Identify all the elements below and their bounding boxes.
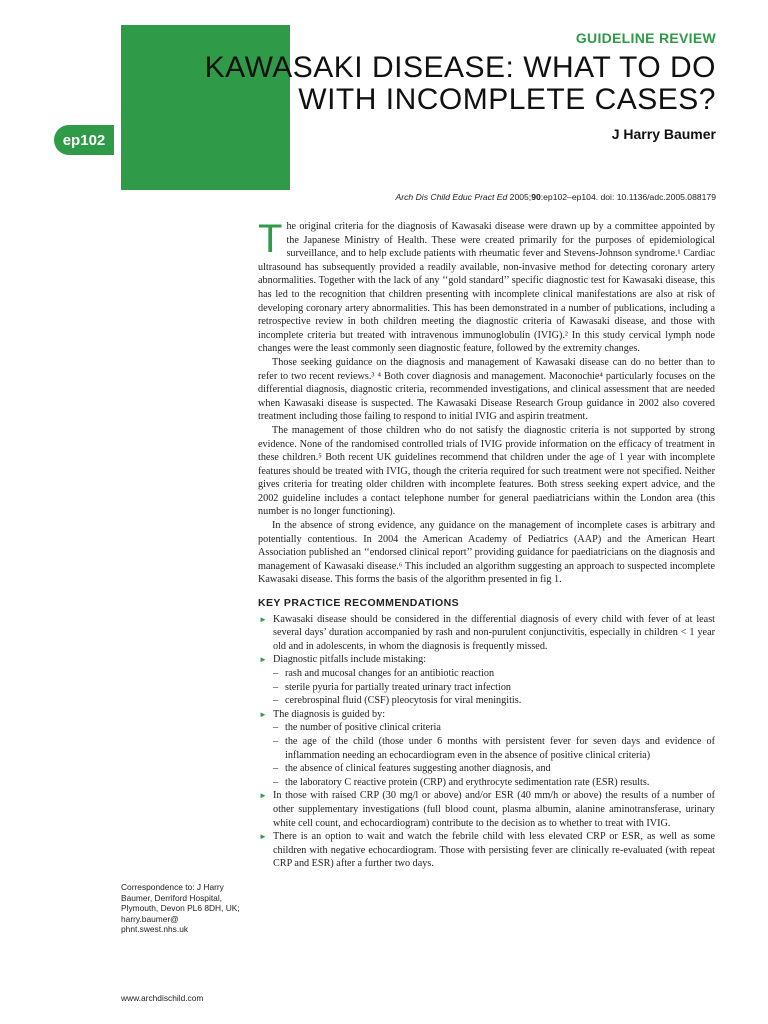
dash-bullet: – [273, 763, 279, 775]
sub-item [273, 667, 715, 681]
recommendation-text: The diagnosis is guided by: [273, 708, 386, 720]
title-line-1: KAWASAKI DISEASE: WHAT TO DO [204, 51, 716, 84]
sub-list [273, 721, 715, 789]
recommendation-item [258, 613, 715, 654]
article-title [205, 52, 716, 116]
dash-bullet: – [273, 722, 279, 734]
paragraph-1 [258, 217, 715, 356]
footer-url: www.archdischild.com [121, 993, 204, 1003]
sub-item-text: the absence of clinical features suggesting another diagnosis, and [285, 763, 551, 775]
article-body [258, 217, 715, 871]
dash-bullet: – [273, 695, 279, 707]
key-practice-list [258, 613, 715, 871]
page-number-badge: ep102 [54, 125, 114, 155]
sub-item [273, 694, 715, 708]
sub-list [273, 667, 715, 708]
triangle-bullet-icon: ► [259, 709, 267, 719]
citation-volume: 90 [531, 192, 541, 202]
citation-rest: :ep102–ep104. doi: 10.1136/adc.2005.088179 [540, 192, 716, 202]
sub-item-text: the age of the child (those under 6 months with persistent fever for seven days and evidence of inflammation needing an echocardiogram even in the absence of positive clinical criteria) [285, 735, 715, 761]
paragraph-1-text: he original criteria for the diagnosis of Kawasaki disease were drawn up by a committee appointed by the Japanese Ministry of Health. These were created primarily for the purposes of epidemiological surveillance, and to help exclude patients with rheumatic fever and Stevens-Johnson syndrome.¹ Cardiac ultrasound has subsequently provided a readily available, non-invasive method for detecting coronary artery abnormalities. Together with the lack of any ‘‘gold standard’’ specific diagnostic test for Kawasaki disease, this has led to the recognition that children presenting with incomplete clinical manifestations are also at risk of developing coronary artery abnormalities. This has been demonstrated in a number of publications, including a retrospective review in both children meeting the diagnostic criteria of Kawasaki disease, and those with incomplete criteria but treated with intravenous immunoglobulin (IVIG).² In this study cervical lymph node changes were the least commonly seen diagnostic feature, followed by the extremity changes. [258, 221, 715, 355]
sub-item-text: rash and mucosal changes for an antibiotic reaction [285, 668, 495, 679]
triangle-bullet-icon: ► [259, 832, 267, 842]
drop-cap: T [258, 217, 283, 261]
triangle-bullet-icon: ► [259, 655, 267, 665]
paragraph-2: Those seeking guidance on the diagnosis and management of Kawasaki disease can do no better than to refer to two recent reviews.³ ⁴ Both cover diagnosis and management. Maconochie⁴ particularly focuses on the differential diagnosis, diagnostic criteria, recommended investigations, and clinical assessment that are needed when Kawasaki disease is suspected. The Kawasaki Disease Research Group guidance in 2002 also covered treatment including those failing to respond to initial IVIG and aspirin treatment. [258, 356, 715, 423]
triangle-bullet-icon: ► [259, 791, 267, 801]
recommendation-item [258, 789, 715, 830]
citation [396, 192, 716, 202]
citation-journal: Arch Dis Child Educ Pract Ed [395, 192, 508, 202]
triangle-bullet-icon: ► [259, 614, 267, 624]
sub-item-text: cerebrospinal fluid (CSF) pleocytosis for viral meningitis. [285, 695, 522, 707]
correspondence-note: Correspondence to: J Harry Baumer, Derriford Hospital, Plymouth, Devon PL6 8DH, UK; harry.baumer@ phnt.swest.nhs.uk [121, 882, 240, 935]
sub-item-text: the laboratory C reactive protein (CRP) and erythrocyte sedimentation rate (ESR) results. [285, 776, 650, 788]
section-label: GUIDELINE REVIEW [575, 30, 716, 46]
dash-bullet: – [273, 735, 279, 747]
dash-bullet: – [273, 668, 279, 679]
recommendation-item [258, 708, 715, 790]
sub-item [273, 681, 715, 695]
sub-item [273, 735, 715, 762]
sub-item-text: sterile pyuria for partially treated urinary tract infection [285, 681, 512, 693]
dash-bullet: – [273, 776, 279, 788]
paragraph-4: In the absence of strong evidence, any guidance on the management of incomplete cases is arbitrary and potentially contentious. In 2004 the American Academy of Pediatrics (AAP) and the American Heart Association published an ‘‘endorsed clinical report’’ providing guidance for paediatricians on the diagnosis and management of Kawasaki disease.⁶ This included an algorithm suggesting an approach to suspected incomplete Kawasaki disease. This forms the basis of the algorithm presented in fig 1. [258, 520, 715, 586]
recommendation-text: Kawasaki disease should be considered in the differential diagnosis of every child with fever of at least several days’ duration accompanied by rash and non-purulent conjunctivitis, especially in children < 1 year old and in adolescents, in whom the diagnosis is frequently missed. [273, 613, 715, 652]
citation-year: 2005; [507, 192, 532, 202]
sub-item [273, 721, 715, 735]
dash-bullet: – [273, 681, 279, 693]
recommendation-text: There is an option to wait and watch the febrile child with less elevated CRP or ESR, as well as some children with negative echocardiogram. Those with persisting fever are clinically re-evaluated (with repeat CRP and ESR) after a further two days. [273, 831, 715, 870]
author-name: J Harry Baumer [611, 126, 716, 142]
key-practice-heading: KEY PRACTICE RECOMMENDATIONS [258, 597, 459, 610]
paragraph-3: The management of those children who do not satisfy the diagnostic criteria is not supported by strong evidence. None of the randomised controlled trials of IVIG provide information on the efficacy of treatment in these children.⁵ Both recent UK guidelines recommend that children under the age of 1 year with incomplete features should be treated with IVIG, though the criteria required for such treatment were not specified. Neither gives criteria for treating older children with incomplete features. Both stress seeking expert advice, and the 2002 guideline includes a contact telephone number for general paediatricians within the London area (this number is no longer functioning). [258, 424, 715, 518]
sub-item [273, 762, 715, 776]
sub-item-text: the number of positive clinical criteria [285, 722, 441, 734]
sub-item [273, 776, 715, 790]
recommendation-item [258, 653, 715, 707]
title-line-2: WITH INCOMPLETE CASES? [298, 83, 716, 116]
recommendation-text: Diagnostic pitfalls include mistaking: [273, 654, 427, 666]
recommendation-item [258, 830, 715, 871]
recommendation-text: In those with raised CRP (30 mg/l or above) and/or ESR (40 mm/h or above) the results of a number of other supplementary investigations (full blood count, plasma albumin, alanine aminotransferase, urinary white cell count, and echocardiogram) contribute to the decision as to whether to treat with IVIG. [273, 790, 715, 829]
